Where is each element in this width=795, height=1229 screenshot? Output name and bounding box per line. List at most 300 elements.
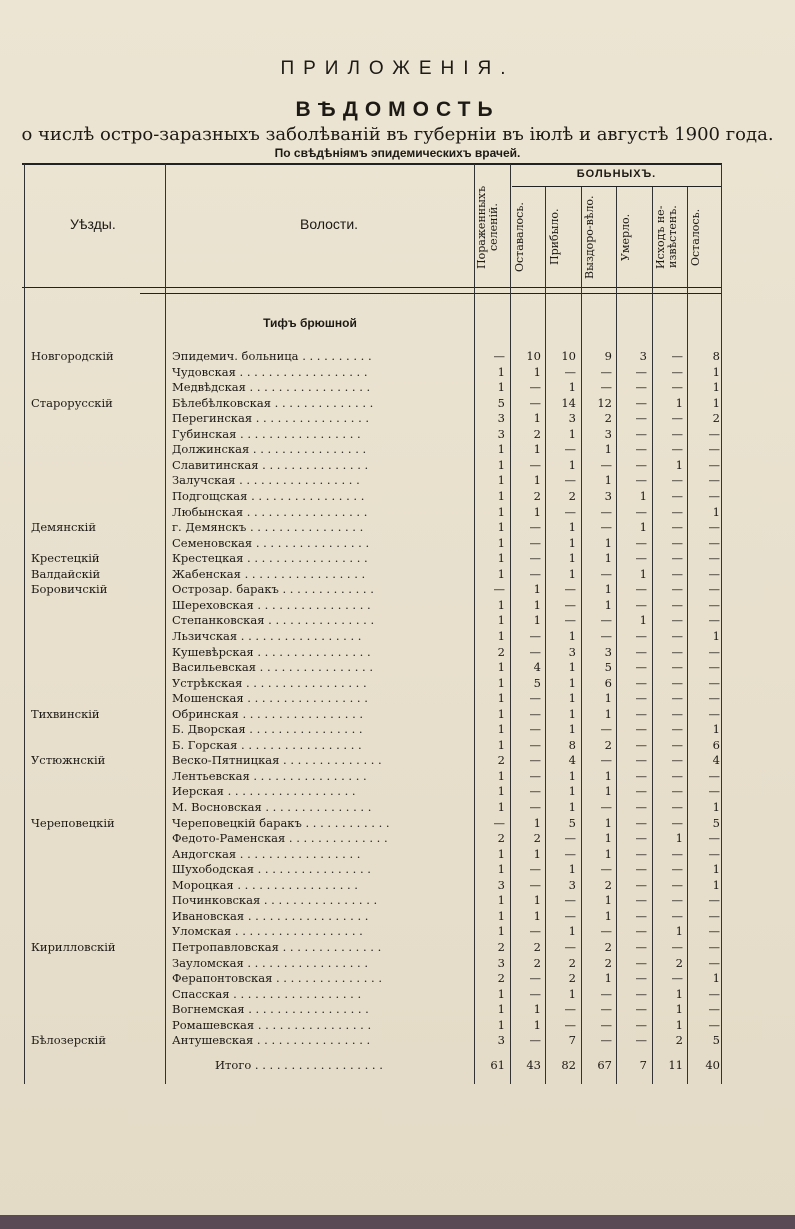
value-cell: — [671, 908, 683, 923]
table-row [0, 660, 795, 675]
value-cell: 1 [497, 597, 505, 612]
volost-cell: Уломская . . . . . . . . . . . . . . . . . . [172, 924, 363, 939]
value-cell: 3 [568, 411, 576, 426]
value-cell: — [671, 877, 683, 892]
value-cell: — [600, 566, 612, 581]
volost-cell: Степанковская . . . . . . . . . . . . . . . [172, 613, 375, 628]
value-cell: — [529, 706, 541, 721]
value-cell: — [635, 768, 647, 783]
table-row [0, 365, 795, 380]
value-cell: — [708, 1017, 720, 1032]
value-cell: — [564, 504, 576, 519]
value-cell: 4 [712, 753, 720, 768]
table-row [0, 862, 795, 877]
value-cell: 1 [497, 457, 505, 472]
value-cell: 2 [568, 971, 576, 985]
value-cell: — [708, 986, 720, 1001]
value-cell: 2 [604, 939, 612, 954]
value-cell: 1 [533, 473, 541, 488]
table-row [0, 613, 795, 628]
table-row [0, 800, 795, 815]
value-cell: — [600, 862, 612, 877]
value-cell: 4 [533, 660, 541, 674]
volost-cell: Кушевѣрская . . . . . . . . . . . . . . . . [172, 644, 371, 659]
value-cell: 1 [533, 597, 541, 612]
table-row [0, 582, 795, 597]
table-row [0, 1018, 795, 1033]
table-top-rule [22, 163, 722, 165]
header-volost: Волости. [300, 216, 359, 232]
volost-cell: Лентьевская . . . . . . . . . . . . . . . . [172, 768, 367, 783]
volost-cell: Чудовская . . . . . . . . . . . . . . . . . . [172, 364, 368, 379]
table-row [0, 411, 795, 426]
table-row [0, 769, 795, 784]
uezd-cell: Крестецкій [31, 551, 100, 566]
uezd-cell: Устюжнскій [31, 753, 106, 768]
value-cell: 1 [497, 924, 505, 939]
value-cell: — [635, 380, 647, 395]
value-cell: 2 [568, 489, 576, 503]
value-cell: — [529, 753, 541, 768]
value-cell: 1 [497, 473, 505, 488]
total-cell: 43 [526, 1058, 541, 1072]
volost-cell: Б. Дворская . . . . . . . . . . . . . . . . [172, 722, 363, 737]
value-cell: 1 [533, 1017, 541, 1032]
value-cell: — [493, 815, 505, 830]
value-cell: — [635, 971, 647, 985]
value-cell: — [529, 691, 541, 706]
value-cell: 3 [639, 349, 647, 363]
value-cell: 2 [497, 753, 505, 768]
value-cell: — [671, 364, 683, 379]
volost-cell: Любынская . . . . . . . . . . . . . . . . . [172, 504, 368, 519]
value-cell: 1 [533, 613, 541, 628]
value-cell: — [600, 504, 612, 519]
table-row [0, 442, 795, 457]
value-cell: 2 [604, 877, 612, 892]
value-cell: — [635, 426, 647, 441]
table-row [0, 676, 795, 691]
value-cell: 2 [675, 955, 683, 970]
table-row [0, 551, 795, 566]
volost-cell: Антушевская . . . . . . . . . . . . . . . . [172, 1033, 371, 1048]
value-cell: 8 [568, 737, 576, 752]
table-row [0, 349, 795, 364]
value-cell: — [635, 908, 647, 923]
table-row [0, 489, 795, 504]
value-cell: 1 [712, 971, 720, 985]
value-cell: — [635, 411, 647, 426]
table-row [0, 505, 795, 520]
uezd-cell: Старорусскій [31, 395, 113, 410]
value-cell: — [708, 535, 720, 550]
value-cell: 1 [604, 908, 612, 923]
volost-cell: Бѣлебѣлковская . . . . . . . . . . . . . . [172, 395, 374, 410]
value-cell: 1 [497, 893, 505, 908]
table-row [0, 816, 795, 831]
volost-cell: Вогнемская . . . . . . . . . . . . . . . . . [172, 1002, 369, 1017]
value-cell: 2 [533, 426, 541, 441]
volost-cell: Должинская . . . . . . . . . . . . . . . . [172, 442, 367, 457]
value-cell: 1 [604, 582, 612, 597]
header-recovered: Выздоро-вѣло. [583, 195, 596, 279]
volost-cell: Починковская . . . . . . . . . . . . . . . . [172, 893, 378, 908]
table-row [0, 380, 795, 395]
total-cell: 7 [639, 1058, 647, 1072]
value-cell: — [671, 442, 683, 457]
value-cell: — [635, 1017, 647, 1032]
value-cell: — [708, 660, 720, 674]
volost-cell: Веско-Пятницкая . . . . . . . . . . . . . . [172, 753, 382, 768]
value-cell: — [600, 1033, 612, 1048]
value-cell: 1 [604, 597, 612, 612]
value-cell: 1 [712, 877, 720, 892]
value-cell: — [564, 831, 576, 845]
value-cell: — [635, 442, 647, 457]
value-cell: 1 [639, 489, 647, 503]
report-source: По свѣдѣніямъ эпидемическихъ врачей. [274, 146, 521, 160]
value-cell: — [600, 722, 612, 737]
scan-bottom-edge [0, 1215, 795, 1229]
value-cell: — [708, 924, 720, 939]
value-cell: — [708, 893, 720, 908]
value-cell: — [529, 784, 541, 799]
value-cell: 2 [497, 971, 505, 985]
value-cell: — [635, 784, 647, 799]
value-cell: 1 [712, 380, 720, 395]
value-cell: 1 [712, 862, 720, 877]
value-cell: — [635, 628, 647, 643]
table-row [0, 567, 795, 582]
value-cell: 1 [497, 551, 505, 566]
value-cell: 1 [604, 846, 612, 861]
page-title: ПРИЛОЖЕНІЯ. [280, 58, 515, 79]
header-unknown: Исходъ не-извѣстенъ. [654, 205, 679, 269]
volost-cell: Устрѣкская . . . . . . . . . . . . . . . . . [172, 675, 367, 690]
uezd-cell: Бѣлозерскій [31, 1033, 107, 1048]
value-cell: 14 [561, 395, 576, 410]
value-cell: — [671, 566, 683, 581]
report-title: ВѢДОМОСТЬ [295, 98, 500, 121]
value-cell: — [635, 831, 647, 845]
value-cell: 1 [497, 768, 505, 783]
value-cell: — [671, 504, 683, 519]
value-cell: — [671, 768, 683, 783]
value-cell: 6 [712, 737, 720, 752]
value-cell: — [708, 442, 720, 457]
value-cell: 2 [497, 831, 505, 845]
value-cell: — [671, 473, 683, 488]
value-cell: 1 [533, 411, 541, 426]
header-patients-group: БОЛЬНЫХЪ. [576, 168, 657, 180]
value-cell: 2 [568, 955, 576, 970]
value-cell: 1 [497, 1017, 505, 1032]
value-cell: — [635, 877, 647, 892]
value-cell: 1 [497, 784, 505, 799]
value-cell: 1 [533, 504, 541, 519]
value-cell: 2 [604, 955, 612, 970]
value-cell: — [493, 349, 505, 363]
value-cell: — [635, 660, 647, 674]
value-cell: — [635, 551, 647, 566]
value-cell: — [529, 722, 541, 737]
volost-cell: Иерская . . . . . . . . . . . . . . . . . . [172, 784, 356, 799]
volost-cell: Андогская . . . . . . . . . . . . . . . . . [172, 846, 361, 861]
value-cell: — [635, 753, 647, 768]
table-row [0, 396, 795, 411]
volost-cell: Губинская . . . . . . . . . . . . . . . . . [172, 426, 361, 441]
value-cell: 9 [604, 349, 612, 363]
value-cell: — [635, 924, 647, 939]
value-cell: — [564, 908, 576, 923]
value-cell: 1 [568, 660, 576, 674]
value-cell: — [635, 722, 647, 737]
table-row [0, 520, 795, 535]
value-cell: 1 [497, 660, 505, 674]
value-cell: 1 [568, 800, 576, 814]
header-bottom-rule [22, 287, 722, 288]
header-remaining: Осталось. [689, 208, 702, 266]
total-label: Итого . . . . . . . . . . . . . . . . . . [215, 1058, 383, 1072]
value-cell: 2 [497, 644, 505, 659]
volost-cell: Льзичская . . . . . . . . . . . . . . . . . [172, 628, 362, 643]
value-cell: 1 [604, 691, 612, 706]
volost-cell: Перегинская . . . . . . . . . . . . . . . . [172, 411, 370, 426]
total-cell: 61 [490, 1058, 505, 1072]
value-cell: — [635, 1002, 647, 1017]
total-row [0, 1058, 795, 1073]
value-cell: 1 [604, 784, 612, 799]
value-cell: — [529, 457, 541, 472]
value-cell: 1 [533, 815, 541, 830]
volost-cell: Череповецкій баракъ . . . . . . . . . . . . [172, 815, 390, 830]
value-cell: — [564, 473, 576, 488]
value-cell: 7 [568, 1033, 576, 1048]
value-cell: 2 [712, 411, 720, 426]
value-cell: 1 [675, 395, 683, 410]
value-cell: 1 [533, 846, 541, 861]
value-cell: 6 [604, 675, 612, 690]
volost-cell: Шереховская . . . . . . . . . . . . . . . . [172, 597, 371, 612]
value-cell: — [671, 520, 683, 534]
value-cell: — [671, 489, 683, 503]
value-cell: 1 [497, 489, 505, 503]
value-cell: 8 [712, 349, 720, 363]
value-cell: — [529, 520, 541, 534]
value-cell: — [671, 426, 683, 441]
table-row [0, 784, 795, 799]
value-cell: 1 [675, 1002, 683, 1017]
table-row [0, 598, 795, 613]
value-cell: 1 [712, 628, 720, 643]
value-cell: 3 [604, 489, 612, 503]
value-cell: 10 [526, 349, 541, 363]
report-description: о числѣ остро-заразныхъ заболѣваній въ губерніи въ іюлѣ и августѣ 1900 года. [21, 124, 774, 145]
volost-cell: Ферапонтовская . . . . . . . . . . . . . . . [172, 971, 382, 985]
value-cell: 1 [497, 737, 505, 752]
value-cell: — [635, 364, 647, 379]
table-row [0, 536, 795, 551]
value-cell: 3 [497, 955, 505, 970]
value-cell: 3 [604, 644, 612, 659]
value-cell: 1 [497, 846, 505, 861]
value-cell: 1 [497, 380, 505, 395]
value-cell: — [564, 582, 576, 597]
value-cell: 1 [568, 520, 576, 534]
value-cell: 1 [604, 831, 612, 845]
value-cell: — [708, 457, 720, 472]
value-cell: 1 [497, 520, 505, 534]
total-cell: 11 [668, 1058, 683, 1072]
value-cell: — [708, 831, 720, 845]
value-cell: 1 [497, 566, 505, 581]
value-cell: 1 [533, 442, 541, 457]
value-cell: — [671, 551, 683, 566]
value-cell: — [635, 644, 647, 659]
value-cell: — [708, 426, 720, 441]
value-cell: 1 [568, 986, 576, 1001]
value-cell: — [564, 613, 576, 628]
uezd-cell: Боровичскій [31, 582, 108, 597]
value-cell: 1 [497, 628, 505, 643]
value-cell: — [671, 784, 683, 799]
value-cell: — [671, 815, 683, 830]
value-cell: — [671, 862, 683, 877]
value-cell: — [635, 800, 647, 814]
value-cell: 1 [568, 722, 576, 737]
table-row [0, 722, 795, 737]
value-cell: — [671, 893, 683, 908]
value-cell: — [529, 1033, 541, 1048]
value-cell: — [564, 939, 576, 954]
value-cell: 2 [533, 939, 541, 954]
value-cell: — [635, 457, 647, 472]
section-title: Тифъ брюшной [263, 316, 357, 330]
value-cell: 1 [604, 551, 612, 566]
subheader-rule [140, 293, 722, 294]
value-cell: 1 [497, 986, 505, 1001]
value-cell: 3 [497, 877, 505, 892]
volost-cell: Петропавловская . . . . . . . . . . . . . . [172, 939, 382, 954]
value-cell: 1 [568, 566, 576, 581]
value-cell: — [671, 628, 683, 643]
volost-cell: Ромашевская . . . . . . . . . . . . . . . . [172, 1017, 372, 1032]
value-cell: 1 [497, 722, 505, 737]
value-cell: — [708, 908, 720, 923]
volost-cell: Крестецкая . . . . . . . . . . . . . . . . . [172, 551, 368, 566]
total-cell: 67 [597, 1058, 612, 1072]
value-cell: — [600, 986, 612, 1001]
total-cell: 82 [561, 1058, 576, 1072]
value-cell: — [529, 800, 541, 814]
value-cell: 1 [604, 535, 612, 550]
value-cell: 1 [712, 395, 720, 410]
value-cell: — [708, 955, 720, 970]
value-cell: — [529, 566, 541, 581]
value-cell: 1 [497, 535, 505, 550]
value-cell: 1 [497, 691, 505, 706]
value-cell: — [600, 380, 612, 395]
value-cell: — [708, 675, 720, 690]
value-cell: — [600, 924, 612, 939]
value-cell: — [564, 442, 576, 457]
table-row [0, 458, 795, 473]
value-cell: 1 [533, 908, 541, 923]
value-cell: 1 [533, 582, 541, 597]
value-cell: — [708, 706, 720, 721]
header-remained-before: Оставалось. [513, 202, 526, 272]
value-cell: — [671, 597, 683, 612]
value-cell: — [635, 691, 647, 706]
value-cell: 1 [568, 426, 576, 441]
value-cell: 1 [497, 504, 505, 519]
header-settlements: Пораженныхъ селеній. [475, 185, 500, 269]
value-cell: — [708, 473, 720, 488]
value-cell: — [708, 613, 720, 628]
value-cell: — [635, 675, 647, 690]
value-cell: 2 [533, 831, 541, 845]
value-cell: — [708, 768, 720, 783]
value-cell: 1 [497, 908, 505, 923]
table-row [0, 987, 795, 1002]
value-cell: 5 [497, 395, 505, 410]
volost-cell: Васильевская . . . . . . . . . . . . . . . . [172, 660, 373, 674]
value-cell: — [708, 939, 720, 954]
value-cell: 1 [497, 442, 505, 457]
table-row [0, 629, 795, 644]
value-cell: — [635, 706, 647, 721]
value-cell: — [635, 939, 647, 954]
volost-cell: Зауломская . . . . . . . . . . . . . . . . . [172, 955, 368, 970]
table-row [0, 645, 795, 660]
table-row [0, 956, 795, 971]
value-cell: — [708, 691, 720, 706]
value-cell: — [529, 535, 541, 550]
header-died: Умерло. [619, 213, 632, 261]
value-cell: — [635, 862, 647, 877]
table-row [0, 753, 795, 768]
volost-cell: Жабенская . . . . . . . . . . . . . . . . . [172, 566, 366, 581]
value-cell: 1 [497, 800, 505, 814]
value-cell: — [671, 675, 683, 690]
value-cell: — [708, 566, 720, 581]
value-cell: 1 [568, 862, 576, 877]
volost-cell: Обринская . . . . . . . . . . . . . . . . . [172, 706, 364, 721]
volost-cell: Медвѣдская . . . . . . . . . . . . . . . . . [172, 380, 371, 395]
value-cell: 10 [561, 349, 576, 363]
volost-cell: Эпидемич. больница . . . . . . . . . . [172, 349, 372, 363]
value-cell: 1 [675, 924, 683, 939]
value-cell: 1 [712, 800, 720, 814]
table-row [0, 707, 795, 722]
value-cell: — [600, 753, 612, 768]
value-cell: 5 [533, 675, 541, 690]
value-cell: 3 [568, 644, 576, 659]
value-cell: — [671, 411, 683, 426]
value-cell: 3 [497, 1033, 505, 1048]
value-cell: — [671, 691, 683, 706]
value-cell: — [529, 986, 541, 1001]
volost-cell: Б. Горская . . . . . . . . . . . . . . . . . [172, 737, 362, 752]
value-cell: — [564, 597, 576, 612]
table-row [0, 831, 795, 846]
value-cell: 5 [712, 815, 720, 830]
value-cell: 1 [497, 862, 505, 877]
value-cell: 1 [533, 364, 541, 379]
value-cell: 1 [568, 768, 576, 783]
volost-cell: Залучская . . . . . . . . . . . . . . . . . [172, 473, 360, 488]
table-row [0, 427, 795, 442]
